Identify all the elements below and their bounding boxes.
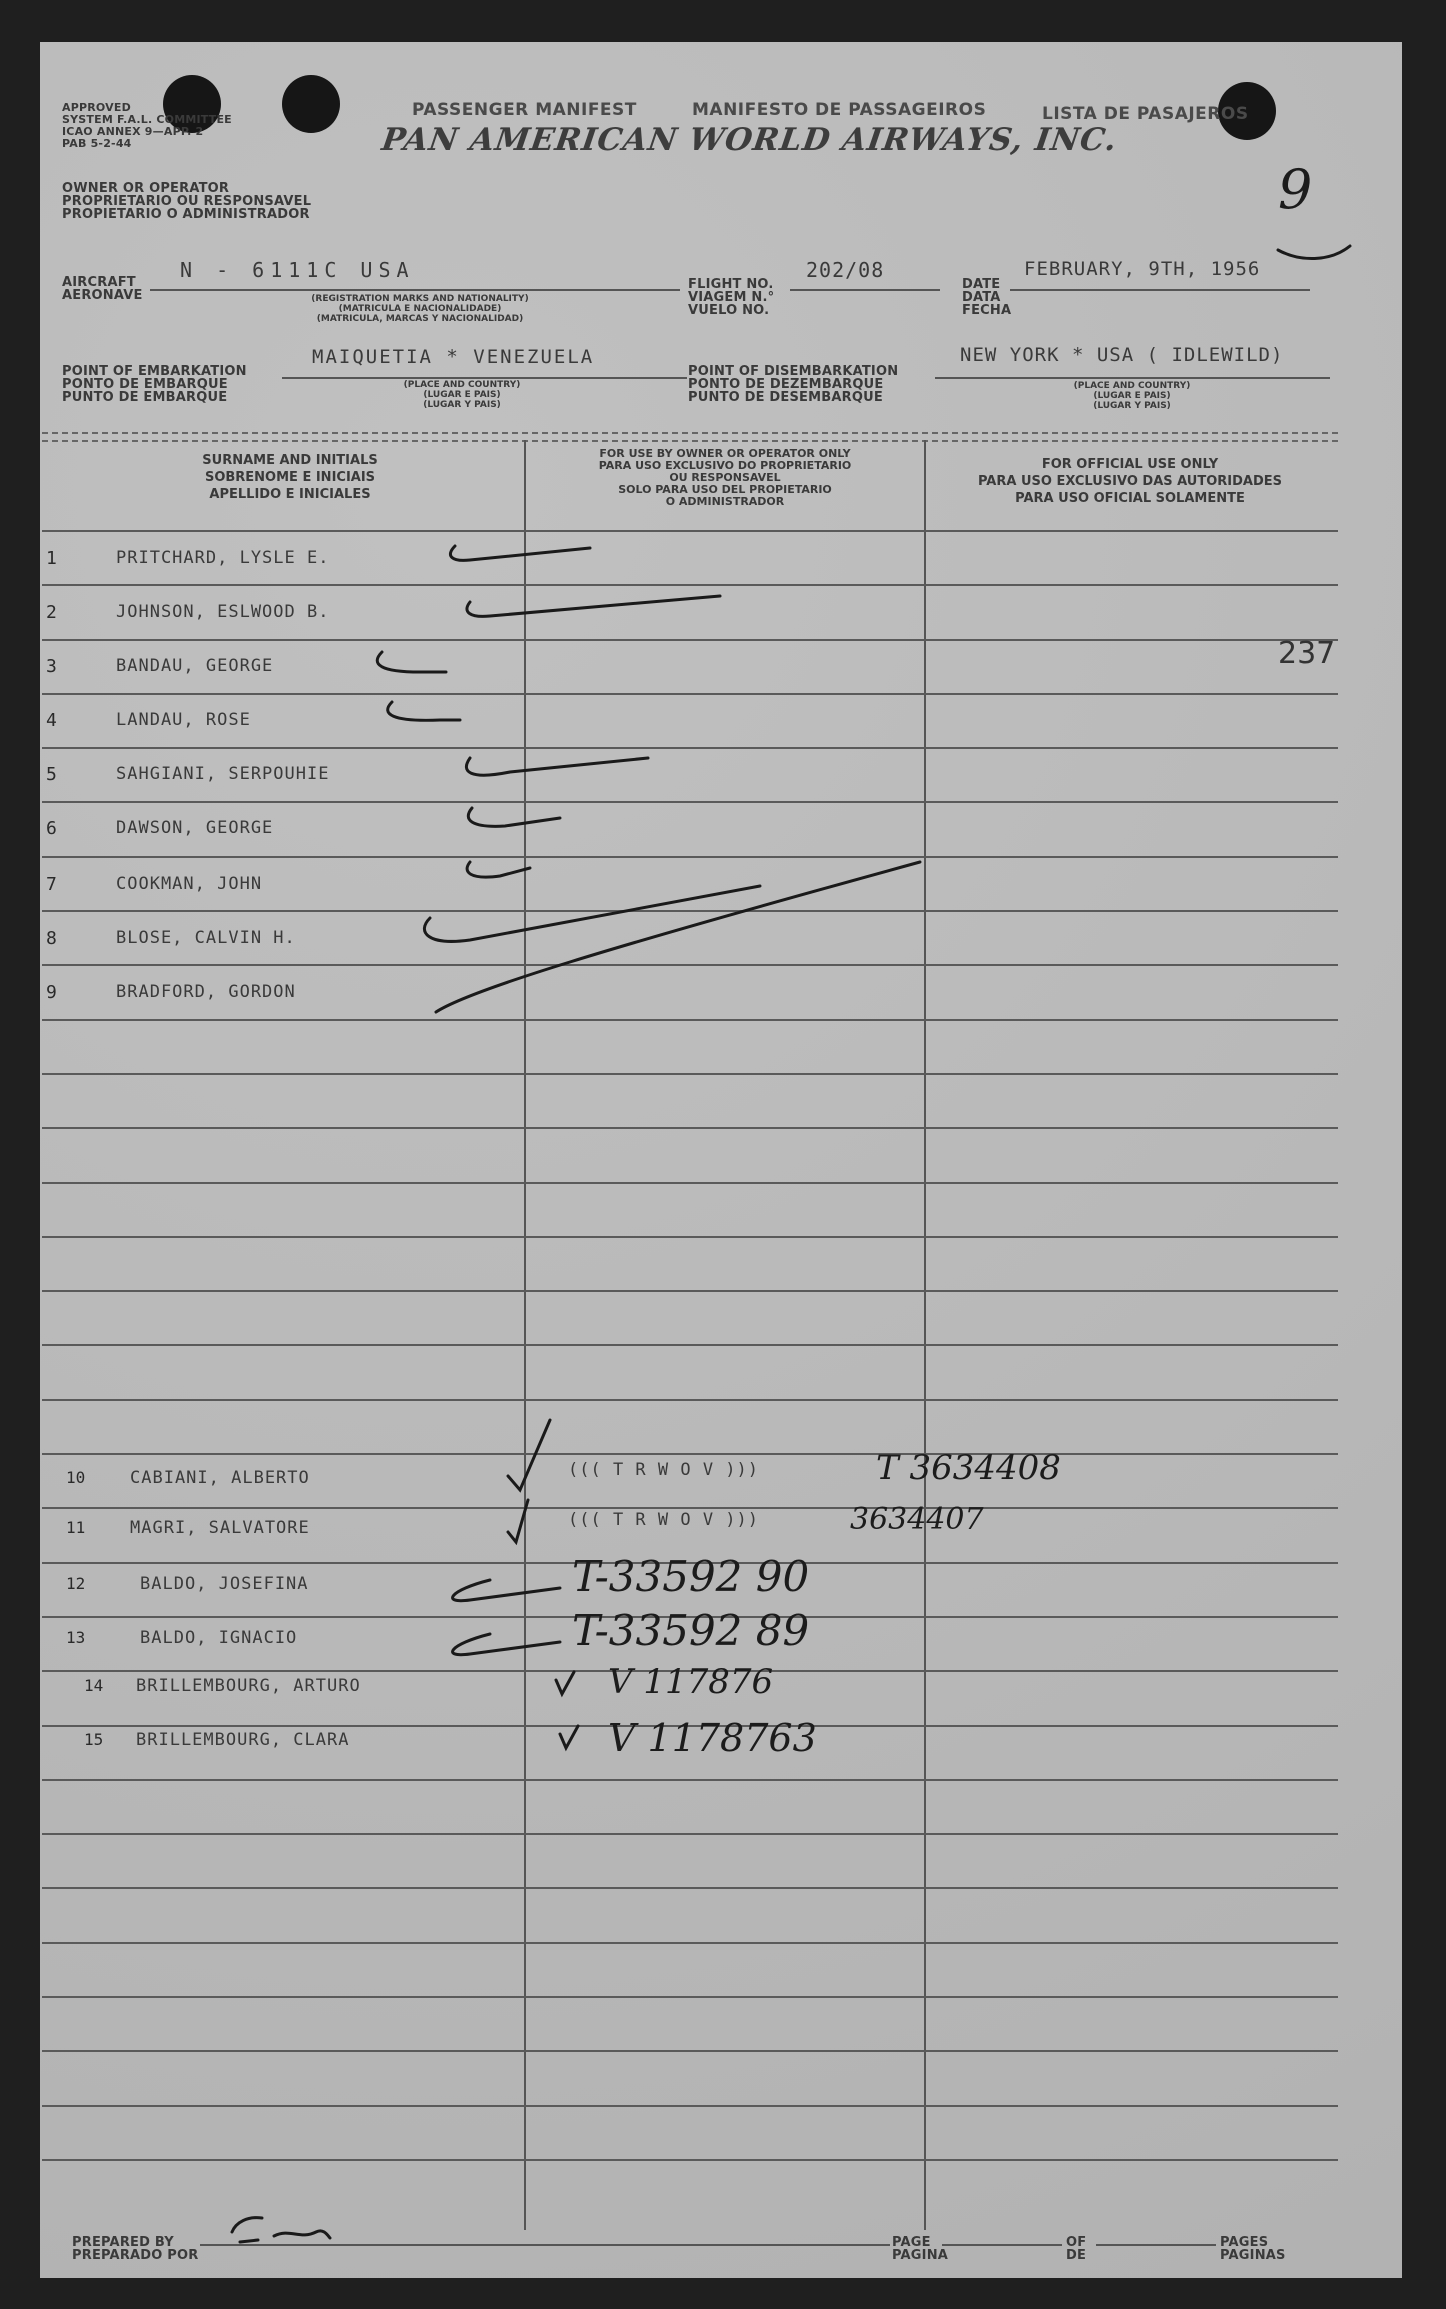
- passenger-name: BRADFORD, GORDON: [116, 982, 296, 1002]
- check-mark: [453, 1580, 560, 1601]
- approval-line: APPROVED: [62, 101, 131, 114]
- ticket-number: T 3634408: [876, 1448, 1061, 1488]
- approval-line: ICAO ANNEX 9—APP. 2: [62, 125, 204, 138]
- passenger-name: BLOSE, CALVIN H.: [116, 928, 296, 948]
- row-number: 11: [66, 1518, 86, 1537]
- flight-label: FLIGHT NO.: [688, 277, 774, 292]
- row-number: 5: [46, 764, 57, 785]
- operator-code: ((( T R W O V ))): [568, 1510, 759, 1530]
- passenger-name: CABIANI, ALBERTO: [130, 1468, 310, 1488]
- row-number: 7: [46, 874, 57, 895]
- row-number: 12: [66, 1574, 86, 1593]
- of-label: DE: [1066, 2248, 1087, 2263]
- owner-label: OWNER OR OPERATOR: [62, 181, 230, 196]
- disembark-value: NEW YORK * USA ( IDLEWILD): [960, 344, 1284, 366]
- ticket-number: V 1178763: [608, 1716, 817, 1760]
- check-mark: [467, 862, 530, 877]
- company-name: PAN AMERICAN WORLD AIRWAYS, INC.: [379, 122, 1120, 158]
- disembark-label: POINT OF DISEMBARKATION: [688, 364, 899, 379]
- ticket-number: T-33592 89: [572, 1606, 810, 1655]
- check-mark: [388, 702, 460, 720]
- check-mark: [453, 1634, 560, 1655]
- passenger-name: BALDO, JOSEFINA: [140, 1574, 309, 1594]
- page-labels: [892, 2236, 948, 2262]
- pages-label: PAGES: [1220, 2235, 1269, 2250]
- owner-label: PROPIETARIO O ADMINISTRADOR: [62, 207, 310, 222]
- passenger-name: BANDAU, GEORGE: [116, 656, 274, 676]
- row-number: 2: [46, 602, 57, 623]
- page-label: PAGINA: [892, 2248, 949, 2263]
- owner-label: PROPRIETARIO OU RESPONSAVEL: [62, 194, 312, 209]
- check-mark: [424, 886, 760, 941]
- header-line: APELLIDO E INICIALES: [209, 487, 371, 502]
- title-english: PASSENGER MANIFEST: [412, 100, 637, 120]
- embark-value: MAIQUETIA * VENEZUELA: [312, 346, 595, 368]
- row-number: 9: [46, 982, 57, 1003]
- date-label: DATE: [962, 277, 1001, 292]
- prepared-label: PREPARADO POR: [72, 2248, 199, 2263]
- passenger-name: DAWSON, GEORGE: [116, 818, 274, 838]
- note-line: (MATRICULA E NACIONALIDADE): [338, 304, 502, 314]
- pages-label: PAGINAS: [1220, 2248, 1286, 2263]
- row-number: 15: [84, 1730, 104, 1749]
- header-line: FOR USE BY OWNER OR OPERATOR ONLY: [599, 447, 851, 460]
- header-line: PARA USO OFICIAL SOLAMENTE: [1015, 491, 1245, 506]
- note-line: (PLACE AND COUNTRY): [403, 380, 521, 390]
- page-underline: [942, 2244, 1062, 2246]
- page-label: PAGE: [892, 2235, 931, 2250]
- passenger-name: BRILLEMBOURG, ARTURO: [136, 1676, 361, 1696]
- passenger-name: COOKMAN, JOHN: [116, 874, 263, 894]
- passenger-name: PRITCHARD, LYSLE E.: [116, 548, 330, 568]
- ticket-number: 3634407: [850, 1502, 984, 1537]
- check-mark: [436, 862, 920, 1012]
- passenger-name: LANDAU, ROSE: [116, 710, 251, 730]
- operator-code: ((( T R W O V ))): [568, 1460, 759, 1480]
- flight-label: VUELO NO.: [688, 303, 770, 318]
- aircraft-label: AERONAVE: [62, 288, 143, 303]
- embark-label: PONTO DE EMBARQUE: [62, 377, 228, 392]
- check-mark: [1278, 246, 1350, 259]
- passenger-name: MAGRI, SALVATORE: [130, 1518, 310, 1538]
- ticket-number: V 117876: [608, 1662, 774, 1702]
- header-line: SURNAME AND INITIALS: [202, 453, 378, 468]
- row-number: 10: [66, 1468, 86, 1487]
- header-line: OU RESPONSAVEL: [669, 471, 781, 484]
- prepared-underline: [200, 2244, 890, 2246]
- ticket-number: T-33592 90: [572, 1552, 810, 1601]
- flight-label: VIAGEM N.°: [688, 290, 775, 305]
- note-line: (MATRICULA, MARCAS Y NACIONALIDAD): [316, 314, 524, 324]
- official-note: 237: [1278, 636, 1336, 671]
- disembark-label: PONTO DE DEZEMBARQUE: [688, 377, 884, 392]
- row-number: 13: [66, 1628, 86, 1647]
- row-number: 8: [46, 928, 57, 949]
- note-line: (LUGAR E PAIS): [423, 390, 501, 400]
- check-mark: [560, 1726, 578, 1748]
- approval-line: SYSTEM F.A.L. COMMITTEE: [62, 113, 232, 126]
- check-mark: [556, 1672, 574, 1694]
- title-portuguese: MANIFESTO DE PASSAGEIROS: [692, 100, 987, 120]
- note-line: (REGISTRATION MARKS AND NATIONALITY): [311, 294, 529, 304]
- check-mark: [508, 1420, 550, 1490]
- flight-value: 202/08: [806, 258, 885, 282]
- passenger-name: JOHNSON, ESLWOOD B.: [116, 602, 330, 622]
- date-value: FEBRUARY, 9TH, 1956: [1024, 258, 1261, 280]
- signature-mark: [232, 2218, 330, 2242]
- note-line: (PLACE AND COUNTRY): [1073, 381, 1191, 391]
- prepared-by-labels: [72, 2236, 198, 2262]
- header-line: SOLO PARA USO DEL PROPIETARIO: [618, 483, 832, 496]
- aircraft-value: N - 6111C USA: [180, 258, 415, 282]
- passenger-name: BALDO, IGNACIO: [140, 1628, 298, 1648]
- note-line: (LUGAR E PAIS): [1093, 391, 1171, 401]
- check-mark: [450, 546, 590, 560]
- header-line: PARA USO EXCLUSIVO DAS AUTORIDADES: [977, 474, 1283, 489]
- note-line: (LUGAR Y PAIS): [423, 400, 501, 410]
- approval-line: PAB 5-2-44: [62, 137, 132, 150]
- check-mark: [466, 758, 648, 775]
- header-line: FOR OFFICIAL USE ONLY: [1041, 457, 1219, 472]
- title-spanish: LISTA DE PASAJEROS: [1042, 104, 1249, 124]
- page-mark: 9: [1278, 158, 1313, 221]
- passenger-name: SAHGIANI, SERPOUHIE: [116, 764, 330, 784]
- of-label: OF: [1066, 2235, 1087, 2250]
- disembark-label: PUNTO DE DESEMBARQUE: [688, 390, 883, 405]
- check-mark: [467, 596, 720, 616]
- aircraft-label: AIRCRAFT: [62, 275, 136, 290]
- header-line: SOBRENOME E INICIAIS: [204, 470, 376, 485]
- row-number: 1: [46, 548, 57, 569]
- row-number: 4: [46, 710, 57, 731]
- row-number: 14: [84, 1676, 104, 1695]
- of-labels: [1066, 2236, 1086, 2262]
- of-underline: [1096, 2244, 1216, 2246]
- embark-label: POINT OF EMBARKATION: [62, 364, 247, 379]
- row-number: 6: [46, 818, 57, 839]
- note-line: (LUGAR Y PAIS): [1093, 401, 1171, 411]
- date-label: DATA: [962, 290, 1001, 305]
- embark-label: PUNTO DE EMBARQUE: [62, 390, 228, 405]
- check-mark: [377, 652, 446, 672]
- header-line: PARA USO EXCLUSIVO DO PROPRIETARIO: [598, 459, 852, 472]
- check-mark: [468, 808, 560, 826]
- pages-labels: [1220, 2236, 1286, 2262]
- passenger-name: BRILLEMBOURG, CLARA: [136, 1730, 350, 1750]
- header-line: O ADMINISTRADOR: [665, 495, 785, 508]
- prepared-label: PREPARED BY: [72, 2235, 174, 2250]
- date-label: FECHA: [962, 303, 1012, 318]
- row-number: 3: [46, 656, 57, 677]
- check-mark: [508, 1500, 528, 1542]
